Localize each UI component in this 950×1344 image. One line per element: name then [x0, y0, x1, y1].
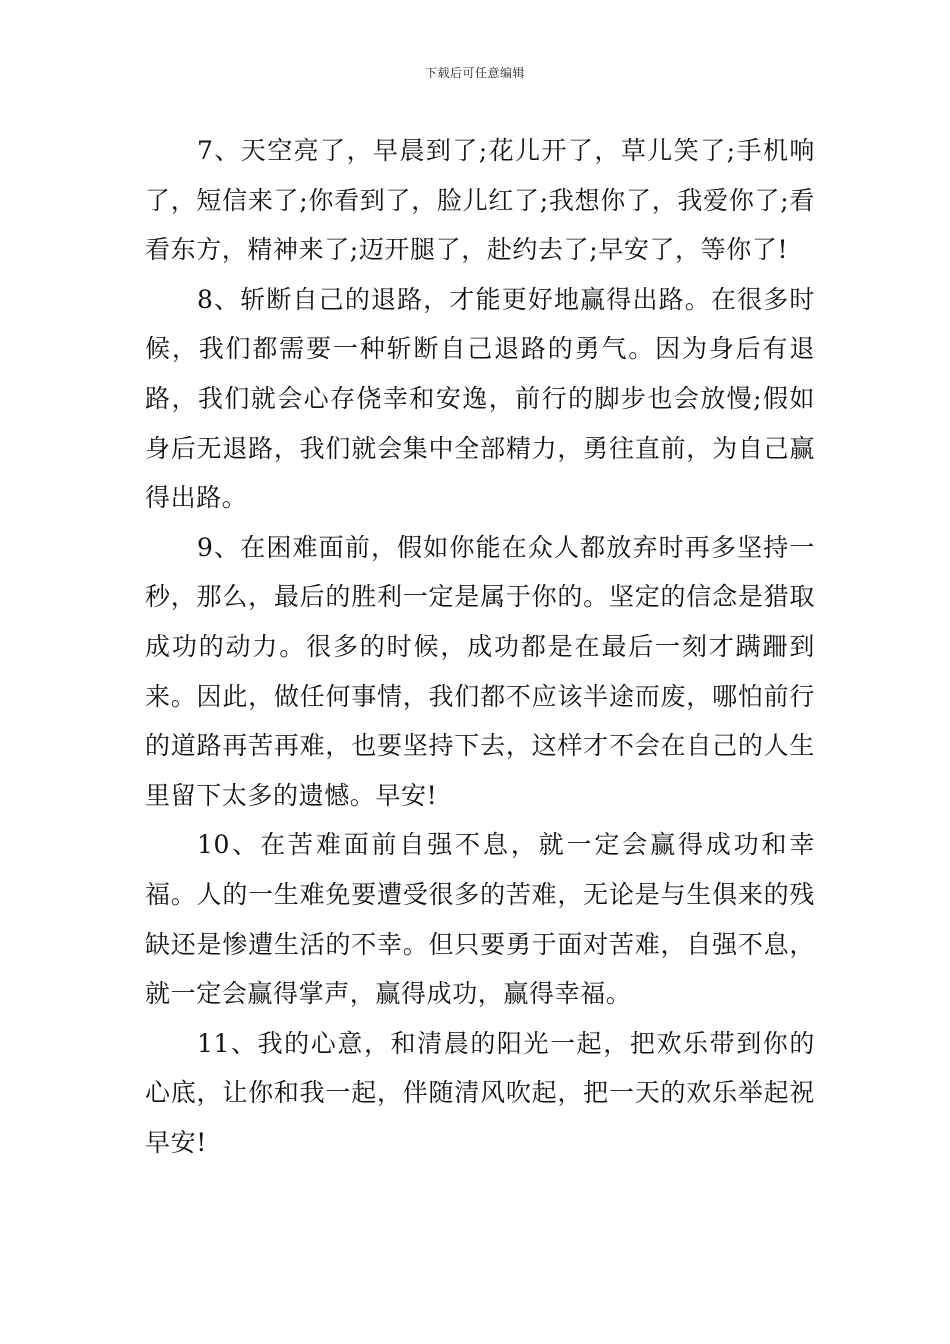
paragraph-11: 11、我的心意，和清晨的阳光一起，把欢乐带到你的心底，让你和我一起，伴随清风吹起，把一天的欢乐举起祝早安!: [145, 1028, 815, 1157]
paragraph-8: 8、斩断自己的退路，才能更好地赢得出路。在很多时候，我们都需要一种斩断自己退路的勇气。因为身后有退路，我们就会心存侥幸和安逸，前行的脚步也会放慢;假如身后无退路，我们就会集中全部精力，勇往直前，为自己赢得出路。: [145, 284, 815, 513]
paragraph-7: 7、天空亮了，早晨到了;花儿开了，草儿笑了;手机响了，短信来了;你看到了，脸儿红了;我想你了，我爱你了;看看东方，精神来了;迈开腿了，赴约去了;早安了，等你了!: [145, 136, 815, 265]
page-header-note: 下载后可任意编辑: [424, 66, 525, 80]
paragraph-10: 10、在苦难面前自强不息，就一定会赢得成功和幸福。人的一生难免要遭受很多的苦难，无论是与生俱来的残缺还是惨遭生活的不幸。但只要勇于面对苦难，自强不息，就一定会赢得掌声，赢得成功，赢得幸福。: [145, 830, 815, 1009]
paragraph-9: 9、在困难面前，假如你能在众人都放弃时再多坚持一秒，那么，最后的胜利一定是属于你的。坚定的信念是猎取成功的动力。很多的时候，成功都是在最后一刻才蹒跚到来。因此，做任何事情，我们都不应该半途而废，哪怕前行的道路再苦再难，也要坚持下去，这样才不会在自己的人生里留下太多的遗憾。早安!: [145, 532, 815, 810]
document-body: [145, 126, 815, 1167]
